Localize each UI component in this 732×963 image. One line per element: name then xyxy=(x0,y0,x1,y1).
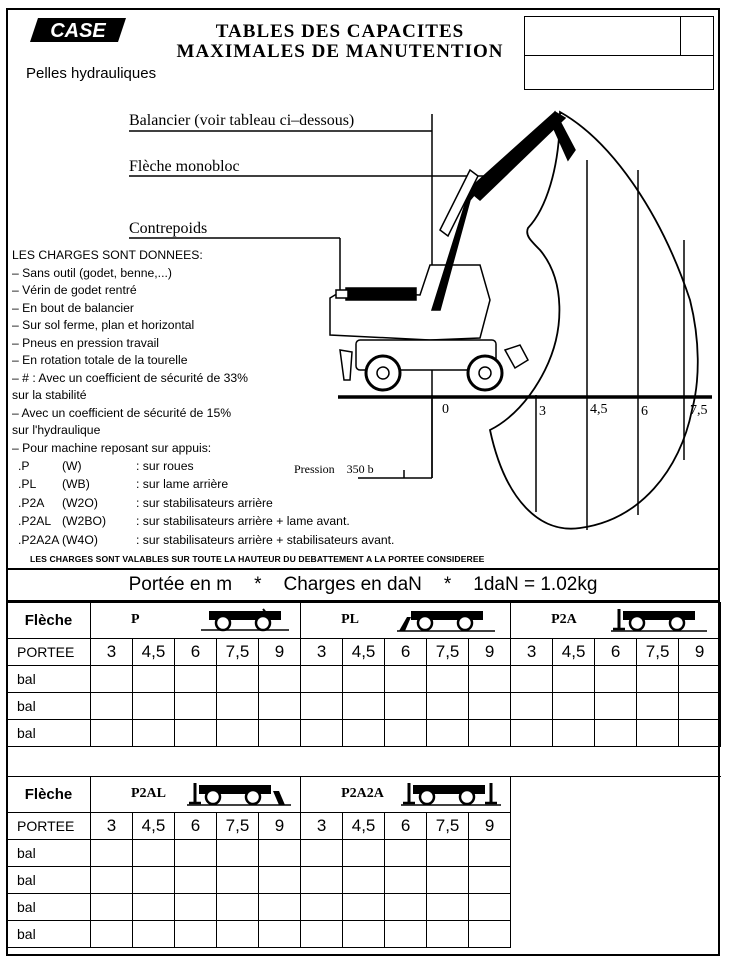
capacity-table-2 xyxy=(6,776,721,948)
star-separator: * xyxy=(443,574,452,595)
range-cell: 7,5 xyxy=(427,813,469,840)
condition-item: sur l'hydraulique xyxy=(12,423,101,437)
range-cell: 4,5 xyxy=(133,639,175,666)
condition-item: – Sur sol ferme, plan et horizontal xyxy=(12,318,195,332)
row-label: bal xyxy=(7,921,91,948)
range-cell: 9 xyxy=(259,813,301,840)
range-cell: 9 xyxy=(469,639,511,666)
svg-text:CASE: CASE xyxy=(50,20,106,42)
group-p2al: P2AL xyxy=(91,777,301,813)
range-cell: 9 xyxy=(469,813,511,840)
conversion-label: 1daN = 1.02kg xyxy=(473,574,598,595)
row-label: bal xyxy=(7,867,91,894)
row-label: bal xyxy=(7,666,91,693)
portee-label: Portée en m xyxy=(128,574,233,595)
table-row xyxy=(7,720,721,747)
range-cell: 4,5 xyxy=(343,813,385,840)
condition-item: – Pneus en pression travail xyxy=(12,335,160,350)
condition-item: sur la stabilité xyxy=(12,388,87,402)
conditions-list xyxy=(12,247,342,457)
callout-fleche: Flèche monobloc xyxy=(129,158,240,175)
range-cell: 9 xyxy=(679,639,721,666)
footer-note: LES CHARGES SONT VALABLES SUR TOUTE LA HAUTEUR DU DEBATTEMENT A LA PORTEE CONSIDEREE xyxy=(30,554,485,564)
capacity-table-1 xyxy=(6,602,721,747)
condition-item: – En bout de balancier xyxy=(12,300,134,315)
conditions-heading: LES CHARGES SONT DONNEES: xyxy=(12,248,203,262)
range-cell: 6 xyxy=(595,639,637,666)
fleche-header: Flèche xyxy=(7,777,91,813)
callout-balancier: Balancier (voir tableau ci–dessous) xyxy=(129,112,355,129)
condition-item: – Sans outil (godet, benne,...) xyxy=(12,265,172,280)
condition-item: – Pour machine reposant sur appuis: xyxy=(12,440,212,455)
range-cell: 7,5 xyxy=(427,639,469,666)
title-line-2: MAXIMALES DE MANUTENTION xyxy=(176,41,504,62)
rear-stabilizers-icon xyxy=(611,607,711,633)
axis-label-4-5: 4,5 xyxy=(590,402,608,417)
group-pl: PL xyxy=(301,603,511,639)
fleche-header: Flèche xyxy=(7,603,91,639)
row-label: bal xyxy=(7,693,91,720)
page-subtitle: Pelles hydrauliques xyxy=(26,65,157,82)
axis-label-6: 6 xyxy=(641,404,648,419)
range-cell: 7,5 xyxy=(637,639,679,666)
range-cell: 7,5 xyxy=(217,639,259,666)
range-cell: 4,5 xyxy=(133,813,175,840)
wheels-icon xyxy=(201,607,291,633)
pression-label: Pression 350 b xyxy=(294,462,374,476)
star-separator: * xyxy=(254,574,262,595)
portee-header: PORTEE xyxy=(7,813,91,840)
group-p: P xyxy=(91,603,301,639)
row-label: bal xyxy=(7,840,91,867)
condition-item: – En rotation totale de la tourelle xyxy=(12,353,188,367)
rear-blade-icon xyxy=(395,607,505,633)
range-cell: 3 xyxy=(91,639,133,666)
condition-item: – # : Avec un coefficient de sécurité de 33% xyxy=(12,370,249,385)
range-cell: 3 xyxy=(301,639,343,666)
table-row xyxy=(7,666,721,693)
range-cell: 3 xyxy=(301,813,343,840)
table-row xyxy=(7,693,721,720)
axis-label-3: 3 xyxy=(539,404,546,419)
group-p2a2a: P2A2A xyxy=(301,777,511,813)
condition-item: – Avec un coefficient de sécurité de 15% xyxy=(12,405,232,420)
callout-contrepoids: Contrepoids xyxy=(129,220,208,237)
title-line-1: TABLES DES CAPACITES xyxy=(215,21,465,42)
row-label: bal xyxy=(7,720,91,747)
range-cell: 4,5 xyxy=(553,639,595,666)
axis-label-0: 0 xyxy=(442,402,449,417)
portee-header: PORTEE xyxy=(7,639,91,666)
range-cell: 6 xyxy=(385,639,427,666)
range-cell: 7,5 xyxy=(217,813,259,840)
range-cell: 6 xyxy=(175,639,217,666)
four-stabilizers-icon xyxy=(401,781,506,807)
range-cell: 9 xyxy=(259,639,301,666)
stabilizers-blade-icon xyxy=(187,781,297,807)
charges-label: Charges en daN xyxy=(283,574,422,595)
axis-label-7-5: 7,5 xyxy=(690,403,708,418)
range-cell: 6 xyxy=(175,813,217,840)
range-cell: 3 xyxy=(511,639,553,666)
units-band xyxy=(6,568,720,602)
condition-item: – Vérin de godet rentré xyxy=(12,283,137,297)
row-label: bal xyxy=(7,894,91,921)
range-cell: 3 xyxy=(91,813,133,840)
range-cell: 6 xyxy=(385,813,427,840)
group-p2a: P2A xyxy=(511,603,721,639)
empty-area xyxy=(511,777,721,948)
range-cell: 4,5 xyxy=(343,639,385,666)
